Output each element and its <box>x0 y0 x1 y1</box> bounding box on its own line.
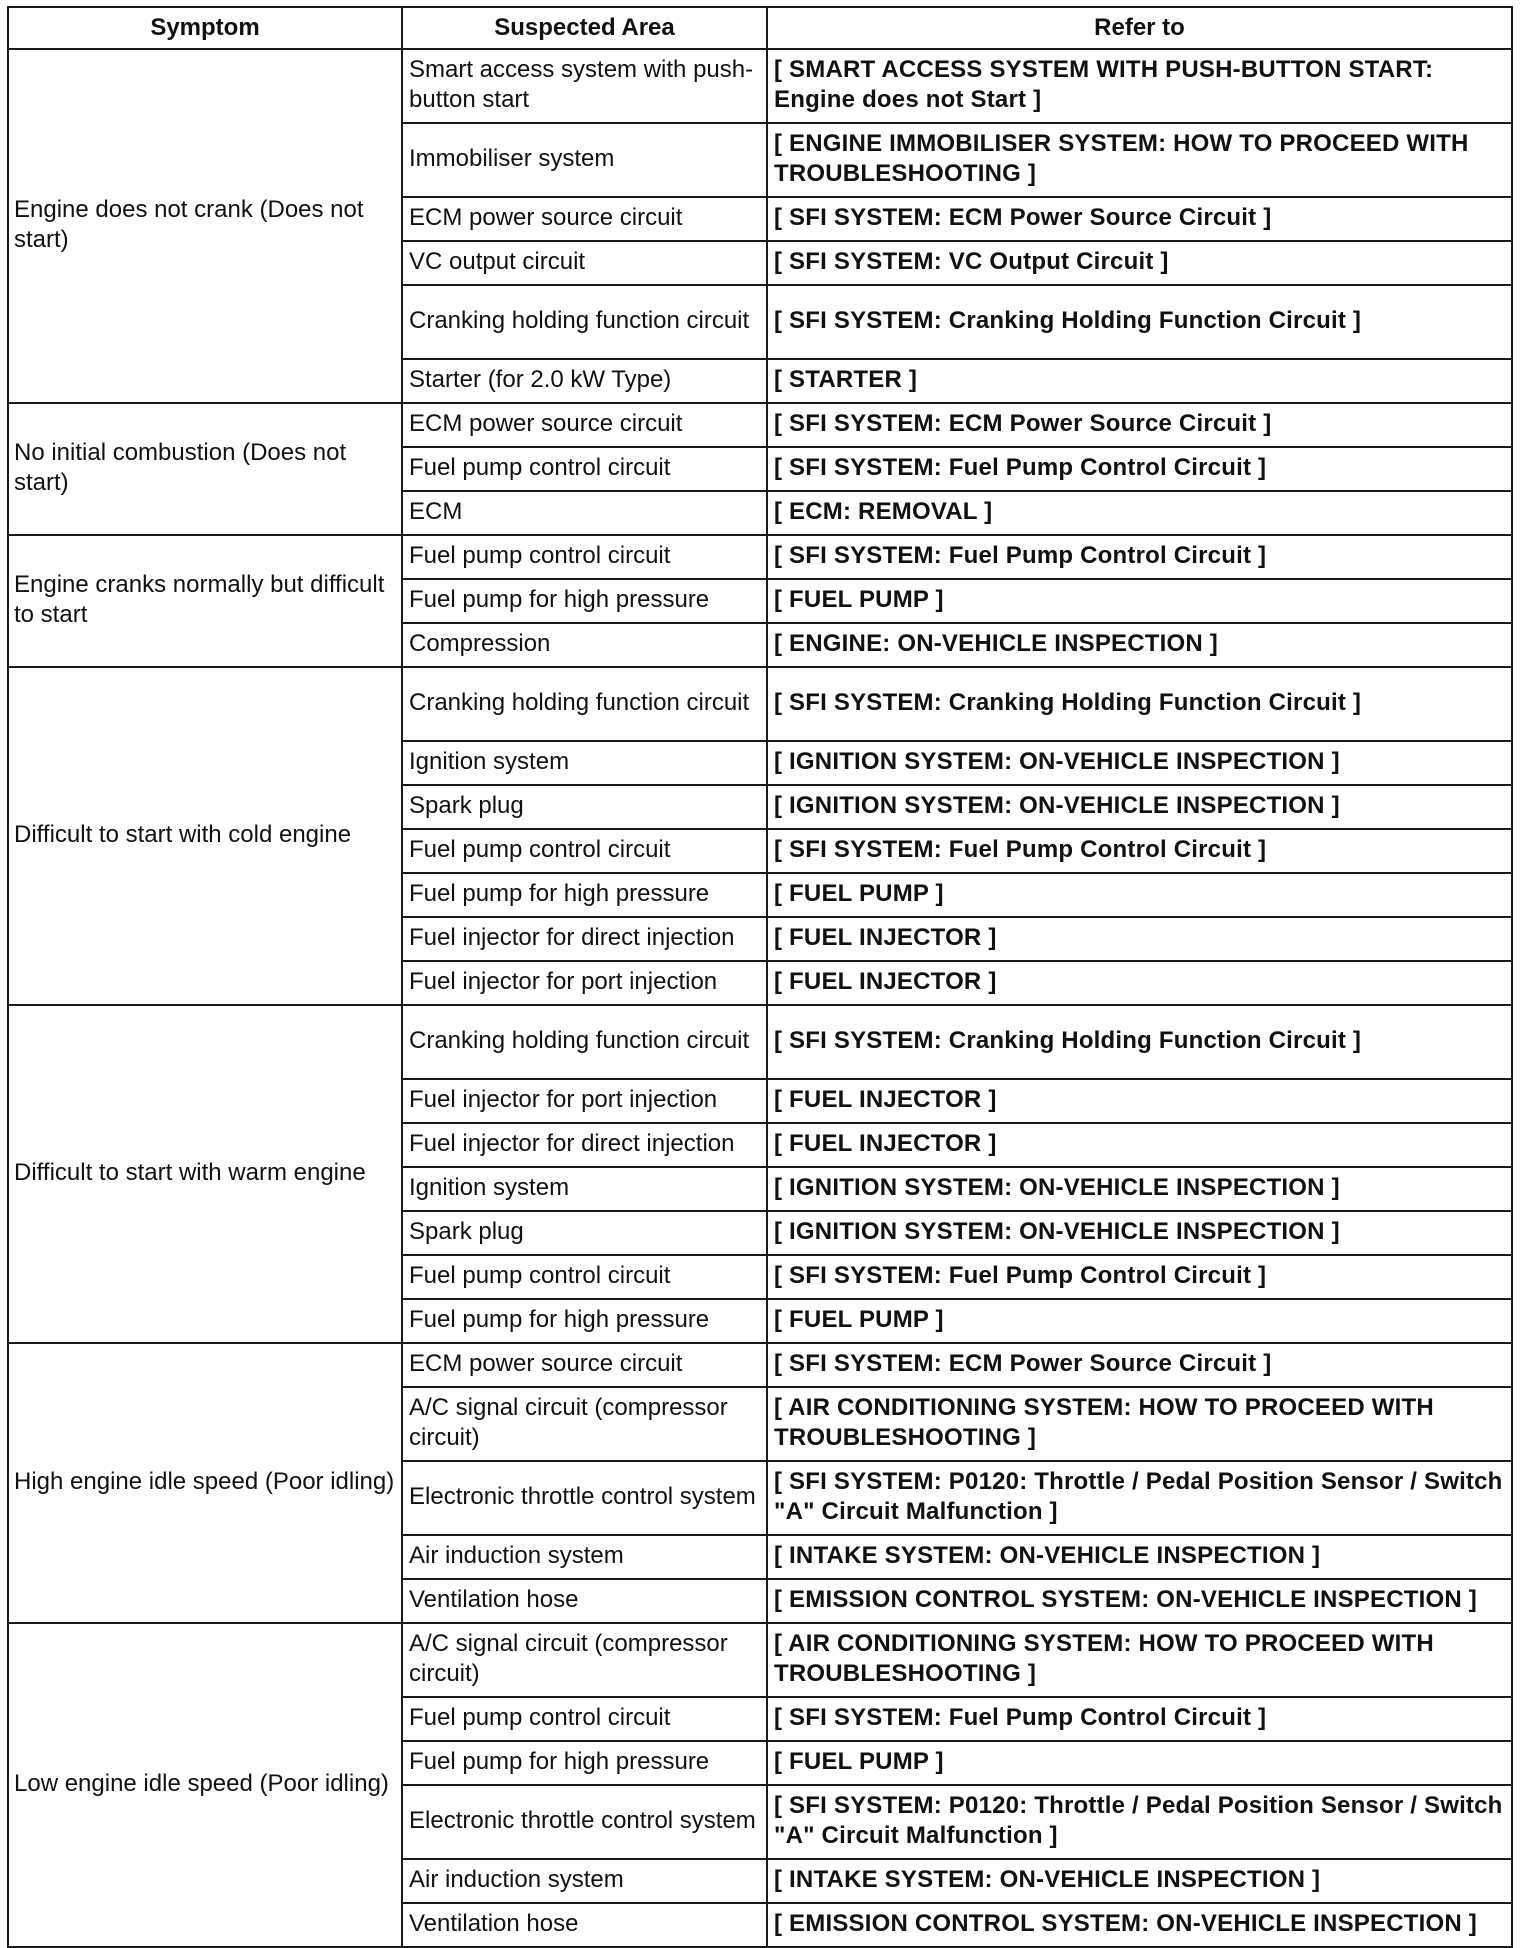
refer-to-link[interactable]: [ FUEL INJECTOR ] <box>767 1079 1512 1123</box>
suspected-area-cell: Electronic throttle control system <box>402 1461 767 1535</box>
refer-to-link[interactable]: [ SFI SYSTEM: Cranking Holding Function Circuit ] <box>767 1005 1512 1079</box>
table-row <box>8 535 1512 579</box>
refer-to-link[interactable]: [ FUEL PUMP ] <box>767 1299 1512 1343</box>
suspected-area-cell: Compression <box>402 623 767 667</box>
refer-to-link[interactable]: [ SFI SYSTEM: Fuel Pump Control Circuit ] <box>767 1255 1512 1299</box>
symptom-cell: Engine does not crank (Does not start) <box>8 49 402 403</box>
suspected-area-cell: ECM power source circuit <box>402 197 767 241</box>
suspected-area-cell: Fuel pump for high pressure <box>402 1299 767 1343</box>
suspected-area-cell: Smart access system with push-button start <box>402 49 767 123</box>
symptom-cell: Engine cranks normally but difficult to start <box>8 535 402 667</box>
refer-to-link[interactable]: [ SFI SYSTEM: P0120: Throttle / Pedal Position Sensor / Switch "A" Circuit Malfunction ] <box>767 1461 1512 1535</box>
refer-to-link[interactable]: [ SFI SYSTEM: Fuel Pump Control Circuit ] <box>767 1697 1512 1741</box>
symptom-cell: Difficult to start with warm engine <box>8 1005 402 1343</box>
table-row <box>8 1623 1512 1697</box>
suspected-area-cell: Cranking holding function circuit <box>402 667 767 741</box>
suspected-area-cell: Immobiliser system <box>402 123 767 197</box>
refer-to-link[interactable]: [ IGNITION SYSTEM: ON-VEHICLE INSPECTION ] <box>767 785 1512 829</box>
suspected-area-cell: Fuel pump control circuit <box>402 1697 767 1741</box>
refer-to-link[interactable]: [ FUEL PUMP ] <box>767 873 1512 917</box>
refer-to-link[interactable]: [ SMART ACCESS SYSTEM WITH PUSH-BUTTON START: Engine does not Start ] <box>767 49 1512 123</box>
table-row <box>8 1005 1512 1079</box>
suspected-area-cell: Fuel pump for high pressure <box>402 873 767 917</box>
refer-to-link[interactable]: [ FUEL INJECTOR ] <box>767 917 1512 961</box>
suspected-area-cell: Cranking holding function circuit <box>402 285 767 359</box>
suspected-area-cell: Ventilation hose <box>402 1903 767 1947</box>
suspected-area-cell: Fuel injector for direct injection <box>402 917 767 961</box>
symptom-cell: No initial combustion (Does not start) <box>8 403 402 535</box>
refer-to-link[interactable]: [ SFI SYSTEM: ECM Power Source Circuit ] <box>767 197 1512 241</box>
refer-to-link[interactable]: [ FUEL PUMP ] <box>767 579 1512 623</box>
refer-to-link[interactable]: [ SFI SYSTEM: ECM Power Source Circuit ] <box>767 403 1512 447</box>
refer-to-link[interactable]: [ SFI SYSTEM: P0120: Throttle / Pedal Position Sensor / Switch "A" Circuit Malfunction ] <box>767 1785 1512 1859</box>
suspected-area-cell: A/C signal circuit (compressor circuit) <box>402 1623 767 1697</box>
suspected-area-cell: Fuel pump control circuit <box>402 1255 767 1299</box>
refer-to-link[interactable]: [ INTAKE SYSTEM: ON-VEHICLE INSPECTION ] <box>767 1535 1512 1579</box>
suspected-area-cell: Fuel pump control circuit <box>402 535 767 579</box>
refer-to-link[interactable]: [ EMISSION CONTROL SYSTEM: ON-VEHICLE INSPECTION ] <box>767 1903 1512 1947</box>
suspected-area-cell: Ignition system <box>402 1167 767 1211</box>
suspected-area-cell: VC output circuit <box>402 241 767 285</box>
suspected-area-cell: Fuel pump for high pressure <box>402 1741 767 1785</box>
table-row <box>8 667 1512 741</box>
suspected-area-cell: Air induction system <box>402 1859 767 1903</box>
suspected-area-cell: ECM power source circuit <box>402 403 767 447</box>
refer-to-link[interactable]: [ IGNITION SYSTEM: ON-VEHICLE INSPECTION ] <box>767 1211 1512 1255</box>
refer-to-link[interactable]: [ INTAKE SYSTEM: ON-VEHICLE INSPECTION ] <box>767 1859 1512 1903</box>
symptom-table <box>7 6 1513 1948</box>
refer-to-link[interactable]: [ AIR CONDITIONING SYSTEM: HOW TO PROCEED WITH TROUBLESHOOTING ] <box>767 1623 1512 1697</box>
refer-to-link[interactable]: [ ECM: REMOVAL ] <box>767 491 1512 535</box>
suspected-area-cell: Spark plug <box>402 1211 767 1255</box>
refer-to-link[interactable]: [ SFI SYSTEM: Cranking Holding Function Circuit ] <box>767 667 1512 741</box>
suspected-area-cell: Air induction system <box>402 1535 767 1579</box>
refer-to-link[interactable]: [ SFI SYSTEM: Fuel Pump Control Circuit ] <box>767 829 1512 873</box>
refer-to-link[interactable]: [ IGNITION SYSTEM: ON-VEHICLE INSPECTION ] <box>767 1167 1512 1211</box>
refer-to-link[interactable]: [ SFI SYSTEM: VC Output Circuit ] <box>767 241 1512 285</box>
suspected-area-cell: Fuel pump control circuit <box>402 447 767 491</box>
refer-to-link[interactable]: [ AIR CONDITIONING SYSTEM: HOW TO PROCEED WITH TROUBLESHOOTING ] <box>767 1387 1512 1461</box>
symptom-cell: High engine idle speed (Poor idling) <box>8 1343 402 1623</box>
table-row <box>8 49 1512 123</box>
refer-to-link[interactable]: [ EMISSION CONTROL SYSTEM: ON-VEHICLE INSPECTION ] <box>767 1579 1512 1623</box>
refer-to-link[interactable]: [ IGNITION SYSTEM: ON-VEHICLE INSPECTION ] <box>767 741 1512 785</box>
refer-to-link[interactable]: [ ENGINE IMMOBILISER SYSTEM: HOW TO PROCEED WITH TROUBLESHOOTING ] <box>767 123 1512 197</box>
refer-to-link[interactable]: [ ENGINE: ON-VEHICLE INSPECTION ] <box>767 623 1512 667</box>
suspected-area-cell: Fuel injector for port injection <box>402 1079 767 1123</box>
suspected-area-cell: Electronic throttle control system <box>402 1785 767 1859</box>
suspected-area-cell: A/C signal circuit (compressor circuit) <box>402 1387 767 1461</box>
suspected-area-cell: Cranking holding function circuit <box>402 1005 767 1079</box>
suspected-area-cell: Starter (for 2.0 kW Type) <box>402 359 767 403</box>
suspected-area-cell: Ventilation hose <box>402 1579 767 1623</box>
refer-to-link[interactable]: [ FUEL INJECTOR ] <box>767 961 1512 1005</box>
table-row <box>8 403 1512 447</box>
refer-to-link[interactable]: [ FUEL INJECTOR ] <box>767 1123 1512 1167</box>
header-refer-to: Refer to <box>767 7 1512 49</box>
header-symptom: Symptom <box>8 7 402 49</box>
suspected-area-cell: Fuel injector for port injection <box>402 961 767 1005</box>
suspected-area-cell: ECM <box>402 491 767 535</box>
header-suspected-area: Suspected Area <box>402 7 767 49</box>
header-row <box>8 7 1512 49</box>
refer-to-link[interactable]: [ SFI SYSTEM: Fuel Pump Control Circuit ] <box>767 535 1512 579</box>
refer-to-link[interactable]: [ SFI SYSTEM: ECM Power Source Circuit ] <box>767 1343 1512 1387</box>
table-row <box>8 1343 1512 1387</box>
suspected-area-cell: Fuel pump for high pressure <box>402 579 767 623</box>
refer-to-link[interactable]: [ STARTER ] <box>767 359 1512 403</box>
refer-to-link[interactable]: [ SFI SYSTEM: Fuel Pump Control Circuit ] <box>767 447 1512 491</box>
suspected-area-cell: Ignition system <box>402 741 767 785</box>
suspected-area-cell: Fuel pump control circuit <box>402 829 767 873</box>
refer-to-link[interactable]: [ FUEL PUMP ] <box>767 1741 1512 1785</box>
symptom-cell: Low engine idle speed (Poor idling) <box>8 1623 402 1947</box>
suspected-area-cell: ECM power source circuit <box>402 1343 767 1387</box>
symptom-cell: Difficult to start with cold engine <box>8 667 402 1005</box>
refer-to-link[interactable]: [ SFI SYSTEM: Cranking Holding Function Circuit ] <box>767 285 1512 359</box>
suspected-area-cell: Spark plug <box>402 785 767 829</box>
suspected-area-cell: Fuel injector for direct injection <box>402 1123 767 1167</box>
